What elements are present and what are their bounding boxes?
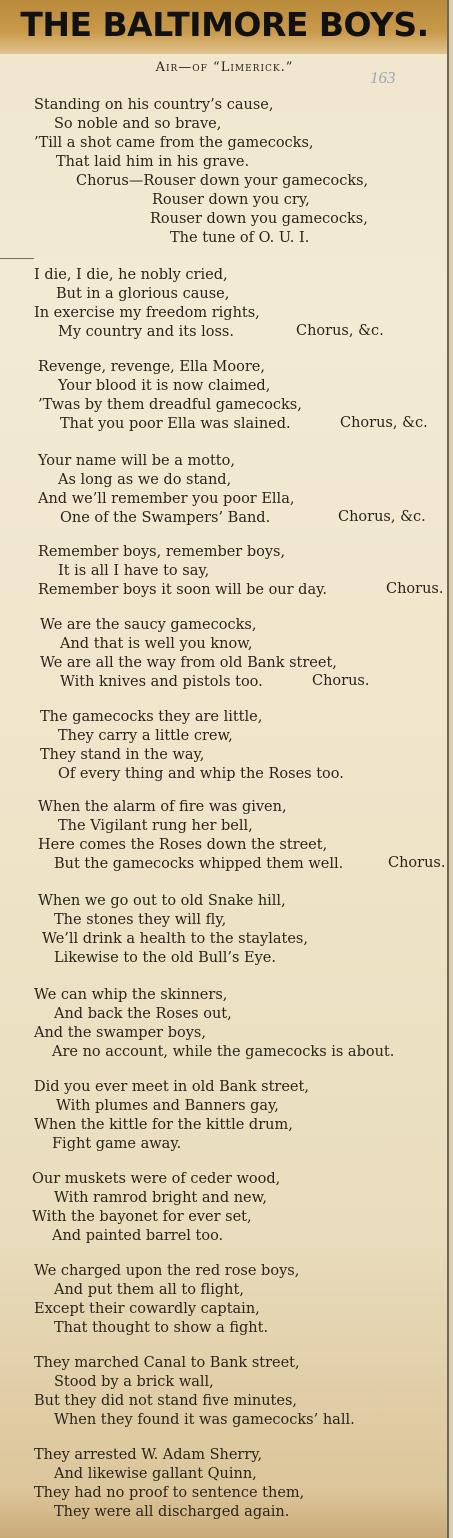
stanza-divider [0, 258, 34, 259]
verse-line: Stood by a brick wall, [54, 1374, 214, 1390]
verse-line: We’ll drink a health to the staylates, [42, 931, 308, 947]
verse-line: With ramrod bright and new, [54, 1190, 267, 1206]
stanza [0, 1170, 449, 1246]
verse-line: But the gamecocks whipped them well. [54, 856, 344, 872]
verse-line: That laid him in his grave. [56, 154, 250, 170]
verse-line: And we’ll remember you poor Ella, [38, 491, 295, 507]
verse-line: It is all I have to say, [58, 563, 210, 579]
verse-line: With the bayonet for ever set, [32, 1209, 252, 1225]
verse-line: As long as we do stand, [58, 472, 232, 488]
verse-line: ’Till a shot came from the gamecocks, [34, 135, 314, 151]
verse-line: And likewise gallant Quinn, [54, 1466, 257, 1482]
verse-line: We are all the way from old Bank street, [40, 655, 337, 671]
verse-line: But they did not stand five minutes, [34, 1393, 298, 1409]
verse-line: Revenge, revenge, Ella Moore, [38, 359, 265, 375]
verse-line: So noble and so brave, [54, 116, 222, 132]
chorus-cue: Chorus. [388, 855, 446, 871]
verse-line: My country and its loss. [58, 324, 234, 340]
verse-line: And back the Roses out, [54, 1006, 232, 1022]
verse-line: The Vigilant rung her bell, [58, 818, 253, 834]
verse-line: They marched Canal to Bank street, [34, 1355, 300, 1371]
stanza [0, 358, 449, 434]
tune-line: Air—of “Limerick.” [155, 60, 294, 75]
verse-line: Fight game away. [52, 1136, 182, 1152]
chorus-cue: Chorus, &c. [340, 415, 428, 431]
verse-line: When the alarm of fire was given, [38, 799, 287, 815]
song-title: THE BALTIMORE BOYS. [0, 0, 449, 54]
verse-line: Rouser down you cry, [152, 192, 310, 208]
verse-line: Our muskets were of ceder wood, [32, 1171, 281, 1187]
verse-line: Chorus—Rouser down your gamecocks, [76, 173, 369, 189]
stanza [0, 452, 449, 528]
verse-line: We can whip the skinners, [34, 987, 228, 1003]
verse-line: The stones they will fly, [54, 912, 227, 928]
verse-line: But in a glorious cause, [56, 286, 230, 302]
verse-line: The tune of O. U. I. [170, 230, 310, 246]
verse-line: When they found it was gamecocks’ hall. [54, 1412, 355, 1428]
verse-line: Here comes the Roses down the street, [38, 837, 328, 853]
stanza [0, 1078, 449, 1154]
verse-line: They were all discharged again. [54, 1504, 290, 1520]
verse-line: And put them all to flight, [54, 1282, 244, 1298]
verse-line: Rouser down you gamecocks, [150, 211, 368, 227]
verse-line: Standing on his country’s cause, [34, 97, 274, 113]
verse-line: Did you ever meet in old Bank street, [34, 1079, 309, 1095]
stanza [0, 798, 449, 874]
pencil-annotation: 163 [370, 68, 396, 87]
stanza [0, 96, 449, 248]
verse-line: Remember boys, remember boys, [38, 544, 286, 560]
verse-line: They carry a little crew, [58, 728, 233, 744]
verse-line: One of the Swampers’ Band. [60, 510, 271, 526]
verse-line: I die, I die, he nobly cried, [34, 267, 228, 283]
stanza [0, 616, 449, 692]
stanza [0, 1446, 449, 1522]
chorus-cue: Chorus, &c. [296, 323, 384, 339]
verse-line: That you poor Ella was slained. [60, 416, 291, 432]
verse-line: They stand in the way, [40, 747, 205, 763]
verse-line: Except their cowardly captain, [34, 1301, 260, 1317]
stanza [0, 266, 449, 342]
verse-line: Of every thing and whip the Roses too. [58, 766, 344, 782]
stanza [0, 543, 449, 600]
stanza [0, 1354, 449, 1430]
verse-line: Remember boys it soon will be our day. [38, 582, 327, 598]
verse-line: The gamecocks they are little, [40, 709, 263, 725]
verse-line: With plumes and Banners gay, [56, 1098, 279, 1114]
chorus-cue: Chorus. [312, 673, 370, 689]
verse-line: With knives and pistols too. [60, 674, 263, 690]
verse-line: When we go out to old Snake hill, [38, 893, 286, 909]
verse-line: That thought to show a fight. [54, 1320, 269, 1336]
verse-line: They arrested W. Adam Sherry, [34, 1447, 263, 1463]
verse-line: We are the saucy gamecocks, [40, 617, 257, 633]
stanza [0, 1262, 449, 1338]
stanza [0, 708, 449, 784]
verse-line: We charged upon the red rose boys, [34, 1263, 300, 1279]
verse-line: They had no proof to sentence them, [34, 1485, 305, 1501]
verse-line: Your blood it is now claimed, [58, 378, 271, 394]
chorus-cue: Chorus, &c. [338, 509, 426, 525]
chorus-cue: Chorus. [386, 581, 444, 597]
verse-line: ’Twas by them dreadful gamecocks, [38, 397, 302, 413]
verse-line: Likewise to the old Bull’s Eye. [54, 950, 276, 966]
verse-line: Are no account, while the gamecocks is about. [52, 1044, 395, 1060]
verse-line: And that is well you know, [60, 636, 253, 652]
stanza [0, 986, 449, 1062]
verse-line: And painted barrel too. [52, 1228, 224, 1244]
verse-line: Your name will be a motto, [38, 453, 235, 469]
verse-line: In exercise my freedom rights, [34, 305, 260, 321]
verse-line: And the swamper boys, [34, 1025, 206, 1041]
stanza [0, 892, 449, 968]
verse-line: When the kittle for the kittle drum, [34, 1117, 293, 1133]
